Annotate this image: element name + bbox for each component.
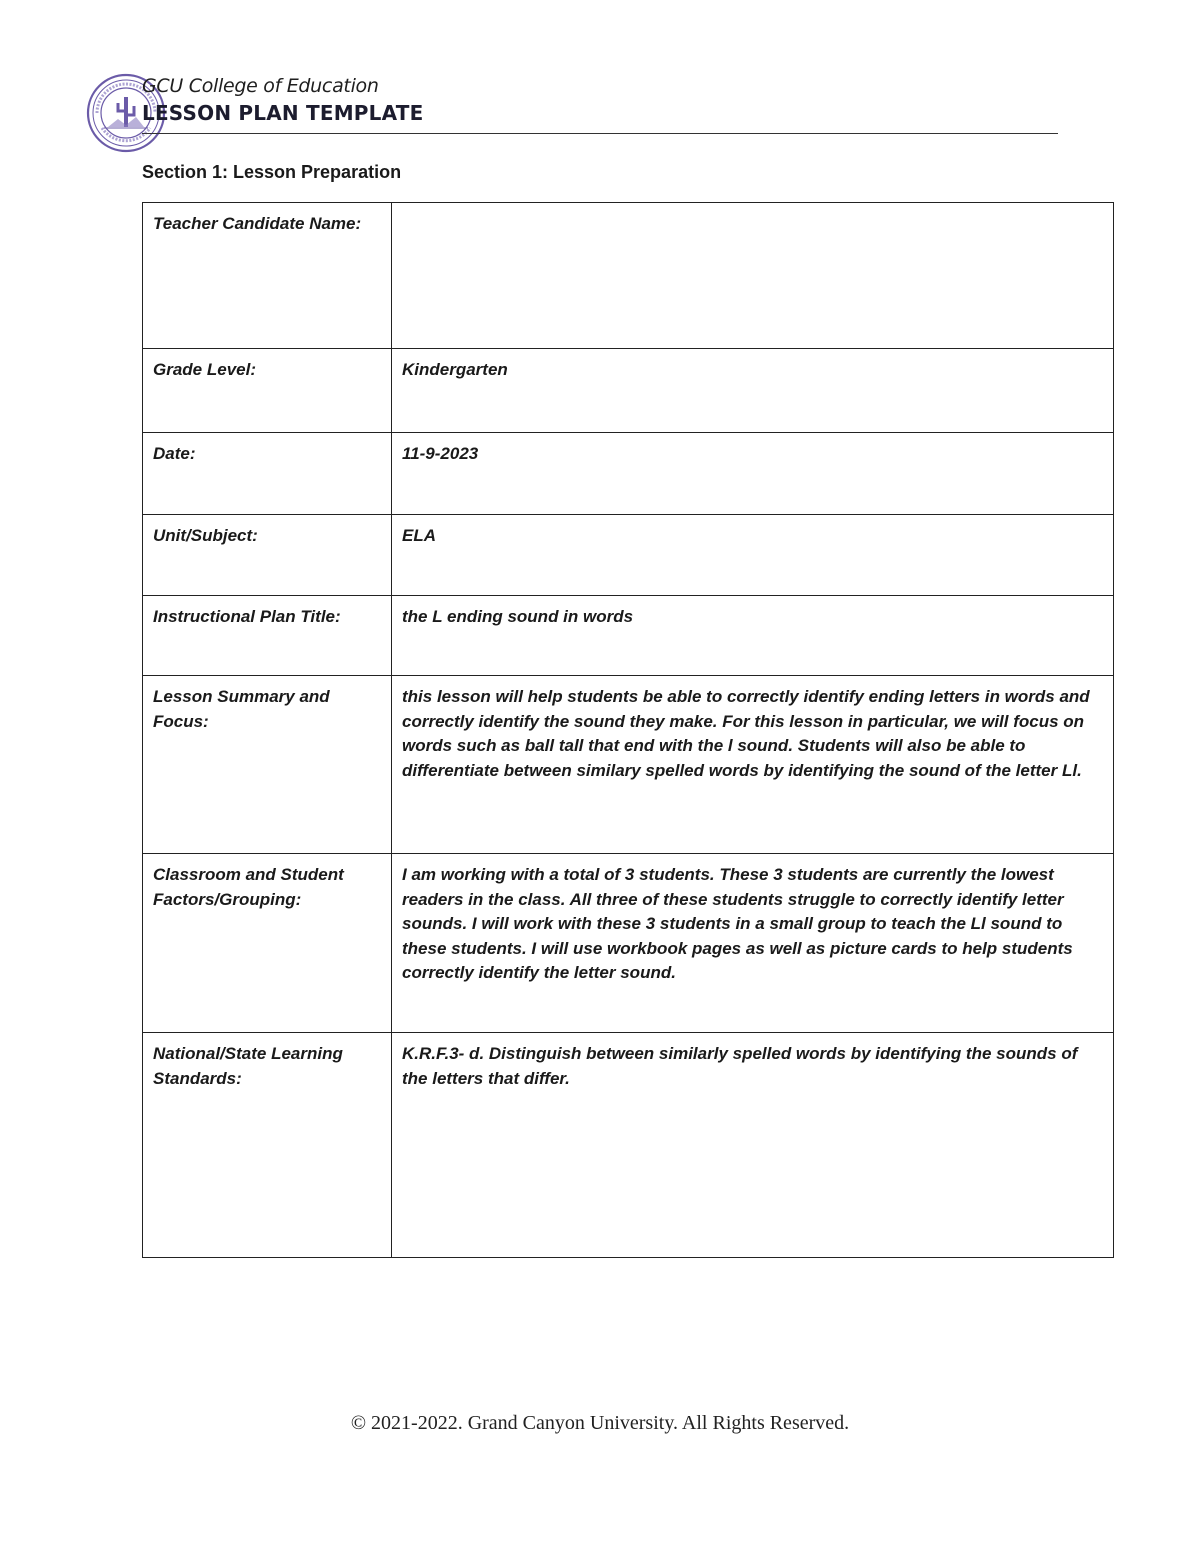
table-row — [143, 596, 1114, 676]
section-title: Section 1: Lesson Preparation — [142, 162, 402, 182]
row-label: Unit/Subject: — [143, 515, 392, 596]
lesson-preparation-table — [142, 202, 1114, 1258]
table-row — [143, 1033, 1114, 1258]
document-header — [142, 74, 423, 128]
table-row — [143, 433, 1114, 515]
row-label: Grade Level: — [143, 349, 392, 433]
row-value: 11-9-2023 — [392, 433, 1114, 515]
row-label: Teacher Candidate Name: — [143, 203, 392, 349]
row-label: National/State Learning Standards: — [143, 1033, 392, 1258]
row-label: Instructional Plan Title: — [143, 596, 392, 676]
table-row — [143, 854, 1114, 1033]
copyright-footer: © 2021-2022. Grand Canyon University. All Rights Reserved. — [350, 1412, 850, 1434]
college-name: GCU College of Education — [142, 75, 379, 97]
table-row — [143, 515, 1114, 596]
template-title: LESSON PLAN TEMPLATE — [142, 101, 424, 125]
row-value: K.R.F.3- d. Distinguish between similarly spelled words by identifying the sounds of the letters that differ. — [392, 1033, 1114, 1258]
header-divider — [142, 133, 1058, 134]
row-value: I am working with a total of 3 students. These 3 students are currently the lowest readers in the class. All three of these students struggle to correctly identify letter sounds. I will work with these 3 students in a small group to teach the Ll sound to these students. I will use workbook pages as well as picture cards to help students correctly identify the letter sound. — [392, 854, 1114, 1033]
row-label: Lesson Summary and Focus: — [143, 676, 392, 854]
table-row — [143, 676, 1114, 854]
row-value: ELA — [392, 515, 1114, 596]
row-label: Date: — [143, 433, 392, 515]
row-value: this lesson will help students be able to correctly identify ending letters in words and correctly identify the sound they make. For this lesson in particular, we will focus on words such as ball tall that end with the l sound. Students will also be able to differentiate between similary spelled words by identifying the sound of the letter Ll. — [392, 676, 1114, 854]
row-value: Kindergarten — [392, 349, 1114, 433]
row-value — [392, 203, 1114, 349]
row-value: the L ending sound in words — [392, 596, 1114, 676]
row-label: Classroom and Student Factors/Grouping: — [143, 854, 392, 1033]
table-row — [143, 203, 1114, 349]
table-row — [143, 349, 1114, 433]
